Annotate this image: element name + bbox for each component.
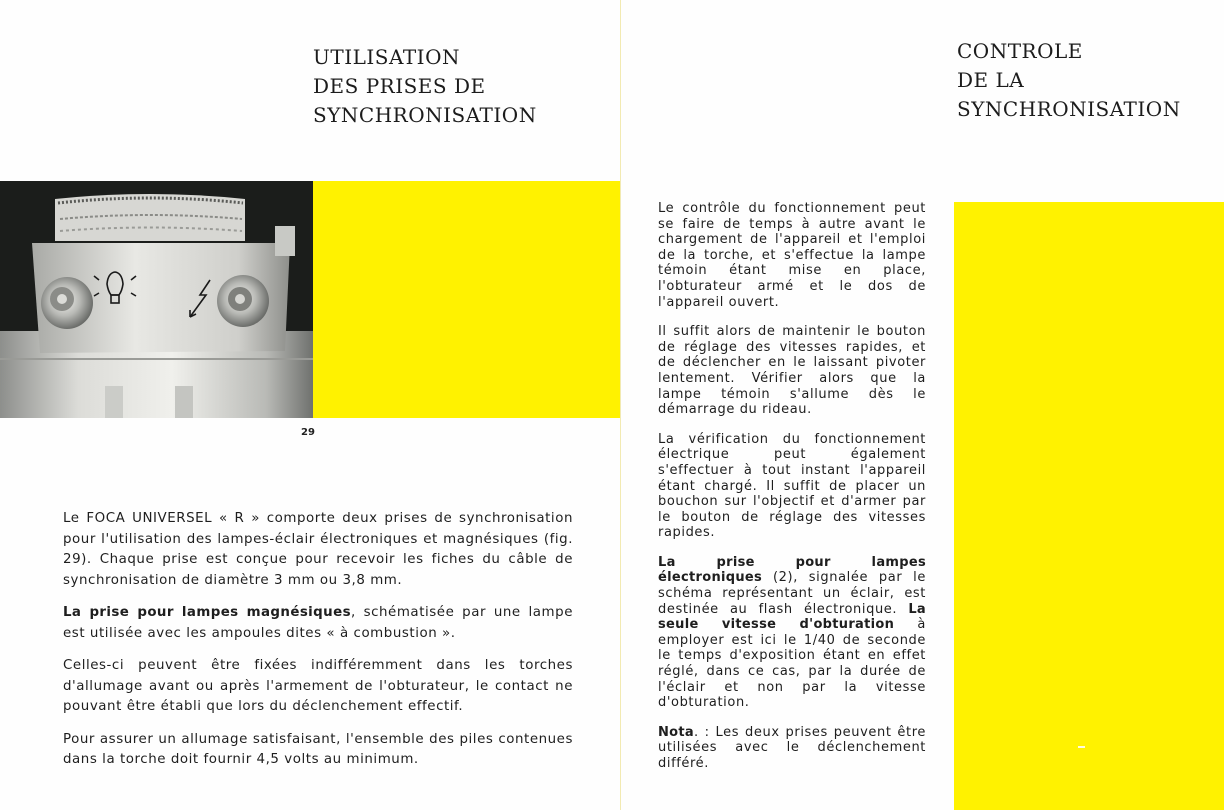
- figure-number: 29: [301, 427, 315, 438]
- right-body-text: [658, 201, 926, 786]
- paragraph-text: Le contrôle du fonctionnement peut se faire de temps à autre avant le chargement de l'appareil et l'emploi de la torche, et s'effectue la lampe témoin étant mise en place, l'obturateur armé et le dos de l'appareil ouvert.: [658, 201, 926, 310]
- paragraph: [63, 656, 573, 718]
- title-line: SYNCHRONISATION: [957, 97, 1181, 121]
- paragraph: [658, 555, 926, 711]
- title-line: CONTROLE: [957, 39, 1083, 63]
- title-line: DE LA: [957, 68, 1025, 92]
- paragraph-text: (2), signalée par le schéma représentant un éclair, est destinée au flash électronique.: [658, 570, 926, 617]
- paragraph: [658, 725, 926, 772]
- paragraph-text: à employer est ici le 1/40 de seconde le temps d'exposition étant en effet réglé, dans ce cas, par la durée de l'éclair et non par la vitesse d'obturation.: [658, 617, 926, 711]
- paragraph-bold: Nota: [658, 724, 694, 740]
- paragraph-text: Pour assurer un allumage satisfaisant, l'ensemble des piles contenues dans la torche doit fournir 4,5 volts au minimum.: [63, 731, 573, 767]
- right-page: [621, 0, 1224, 810]
- paragraph: [658, 432, 926, 541]
- paragraph-text: Celles-ci peuvent être fixées indifféremment dans les torches d'allumage avant ou après l'armement de l'obturateur, le contact ne pouvant être établi que lors du déclenchement effectif.: [63, 658, 573, 714]
- paragraph: [63, 730, 573, 771]
- camera-sync-sockets-photo: [0, 181, 313, 418]
- paragraph: [63, 509, 573, 591]
- paragraph-text: Le FOCA UNIVERSEL « R » comporte deux prises de synchronisation pour l'utilisation des lampes-éclair électroniques et magnésiques (fig. 29). Chaque prise est conçue pour recevoir les fiches du câble de synchronisation de diamètre 3 mm ou 3,8 mm.: [63, 511, 573, 588]
- print-mark: [1078, 746, 1085, 748]
- title-line: UTILISATION: [313, 45, 460, 69]
- paragraph: [658, 201, 926, 310]
- paragraph-bold: La prise pour lampes électroniques: [658, 554, 926, 586]
- left-page-title: [313, 43, 537, 130]
- paragraph-bold: La seule vitesse d'obturation: [658, 601, 926, 633]
- paragraph: [63, 603, 573, 644]
- title-line: DES PRISES DE: [313, 74, 486, 98]
- left-body-text: [63, 509, 573, 783]
- paragraph-text: La vérification du fonctionnement électrique peut également s'effectuer à tout instant l'appareil étant chargé. Il suffit de placer un bouchon sur l'objectif et d'armer par le bouton de réglage des vitesses rapides.: [658, 431, 926, 541]
- title-line: SYNCHRONISATION: [313, 103, 537, 127]
- paragraph-text: . : Les deux prises peuvent être utilisées avec le déclenchement différé.: [658, 724, 926, 771]
- paragraph: [658, 324, 926, 418]
- right-page-title: [957, 37, 1181, 124]
- yellow-color-block: [313, 181, 621, 418]
- paragraph-bold: La prise pour lampes magnésiques: [63, 605, 351, 620]
- paragraph-text: Il suffit alors de maintenir le bouton de réglage des vitesses rapides, et de déclencher en le laissant pivoter lentement. Vérifier alors que la lampe témoin s'allume dès le démarrage du rideau.: [658, 324, 926, 418]
- yellow-color-block: [954, 202, 1224, 810]
- paragraph-text: , schématisée par une lampe est utilisée avec les ampoules dites « à combustion ».: [63, 605, 573, 641]
